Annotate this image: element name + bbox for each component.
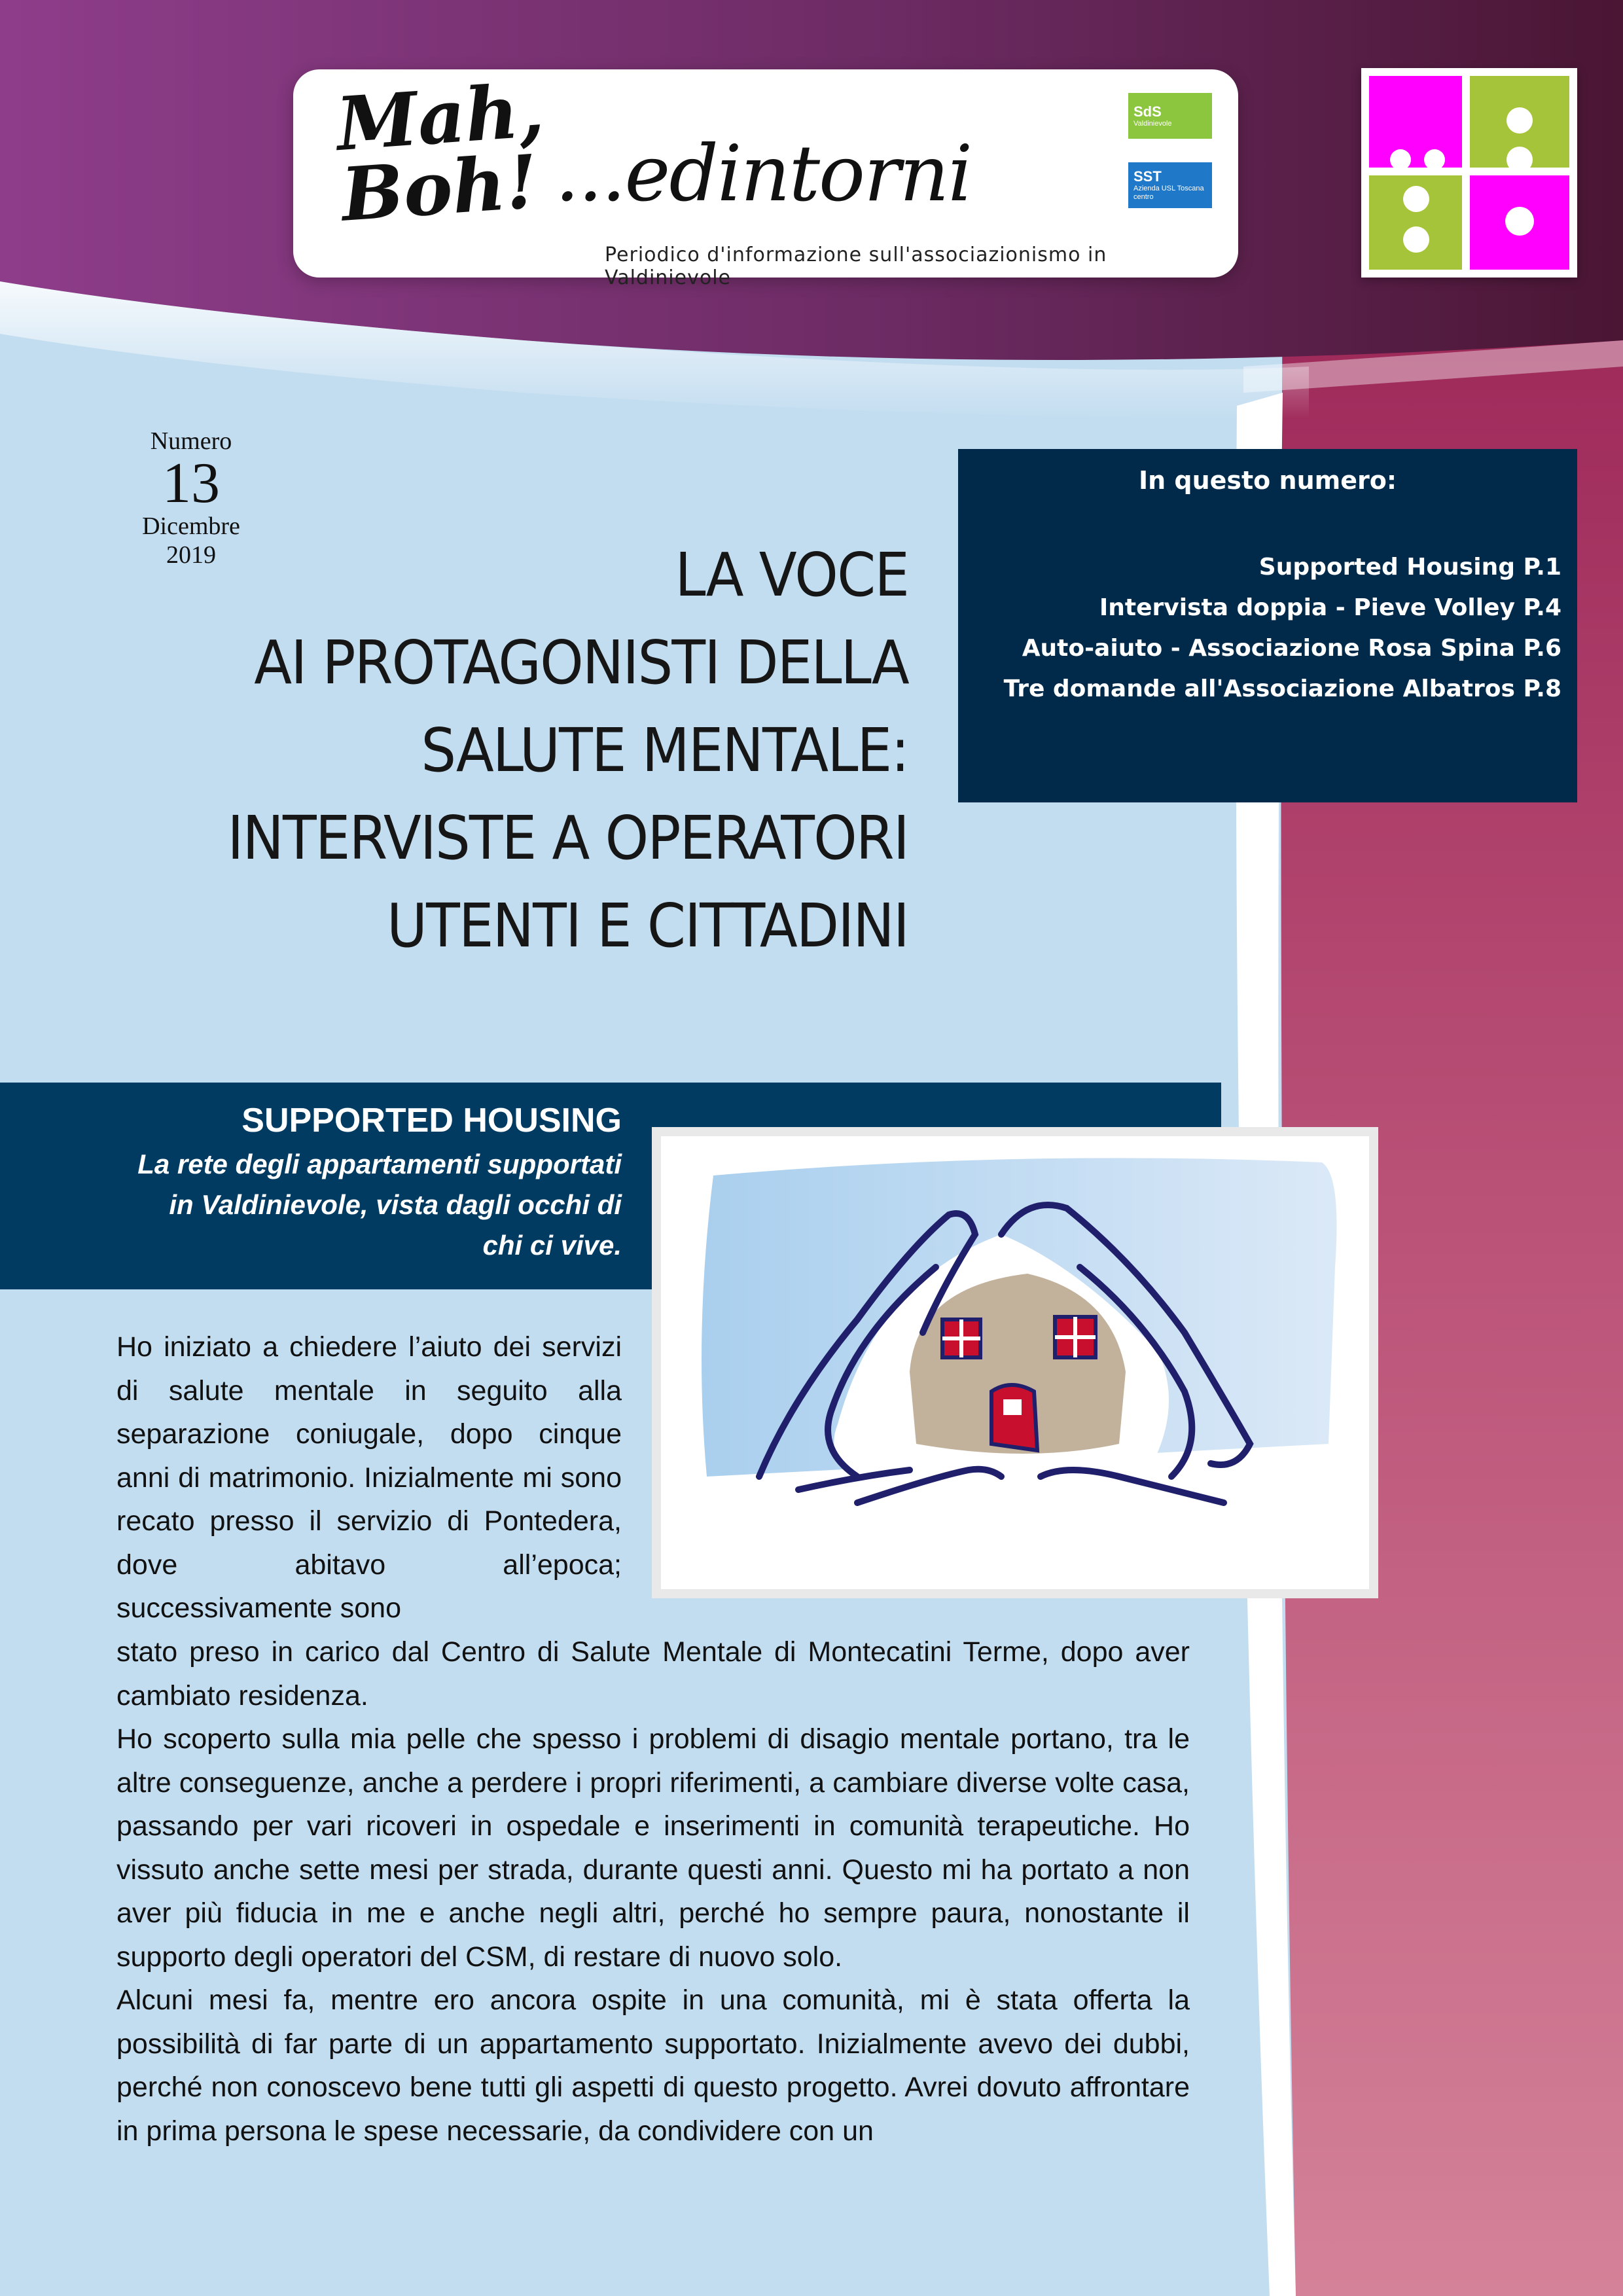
masthead-tagline: Periodico d'informazione sull'associazionismo in Valdinievole bbox=[605, 243, 1107, 289]
headline-line-4: INTERVISTE A OPERATORI bbox=[227, 803, 908, 873]
toc-item[interactable]: Supported Housing P.1 bbox=[1258, 554, 1561, 581]
headline-line-5: UTENTI E CITTADINI bbox=[386, 891, 908, 961]
article-paragraph: Ho scoperto sulla mia pelle che spesso i problemi di disagio mentale portano, tra le altre conseguenze, anche a perdere i propri riferimenti, a cambiare diverse volte casa, passando per vari ricoveri in ospedale e inserimenti in comunità terapeutiche. Ho vissuto anche sette mesi per strada, durante questi anni. Questo mi ha portato a non aver più fiducia in me e anche negli altri, perché ho sempre paura, nonostante il supporto degli operatori del CSM, di restare di nuovo solo. bbox=[116, 1723, 1190, 1973]
issue-label: Numero bbox=[150, 427, 232, 455]
issue-number: 13 bbox=[162, 452, 220, 515]
article-body-column bbox=[116, 1325, 622, 1630]
issue-year: 2019 bbox=[166, 541, 216, 569]
sds-logo-title: SdS bbox=[1133, 103, 1162, 120]
logo-line-2: Boh! bbox=[338, 139, 541, 238]
sds-logo-subtitle: Valdinievole bbox=[1133, 119, 1172, 128]
toc-item[interactable]: Tre domande all'Associazione Albatros P.8 bbox=[1003, 675, 1561, 702]
logo-line-1: Mah, bbox=[334, 67, 547, 168]
toc-item[interactable]: Auto-aiuto - Associazione Rosa Spina P.6 bbox=[1022, 635, 1561, 662]
usl-logo-subtitle: Azienda USL Toscana centro bbox=[1133, 185, 1204, 201]
toc-title: In questo numero: bbox=[1138, 466, 1397, 495]
emblem-logo bbox=[1361, 68, 1577, 278]
article-title: SUPPORTED HOUSING bbox=[241, 1102, 622, 1139]
article-subtitle: La rete degli appartamenti supportati in Valdinievole, vista dagli occhi di chi ci vive. bbox=[137, 1149, 622, 1261]
house-hands-illustration bbox=[652, 1127, 1378, 1598]
sds-logo bbox=[1128, 93, 1212, 139]
table-of-contents bbox=[958, 449, 1577, 802]
logo-edintorni: ...edintorni bbox=[555, 128, 972, 219]
issue-month: Dicembre bbox=[142, 512, 240, 540]
article-body-wide bbox=[116, 1630, 1190, 2153]
headline-line-3: SALUTE MENTALE: bbox=[421, 715, 908, 785]
logo-mah-boh bbox=[334, 67, 551, 238]
article-paragraph: Alcuni mesi fa, mentre ero ancora ospite in una comunità, mi è stata offerta la possibilità di far parte di un appartamento supportato. Inizialmente avevo dei dubbi, perché non conoscevo bene tutti gli aspetti di questo progetto. Avrei dovuto affrontare in prima persona le spese necessarie, da condividere con un bbox=[116, 1984, 1190, 2147]
house-hands-icon bbox=[661, 1136, 1369, 1589]
usl-logo bbox=[1128, 162, 1212, 208]
headline-line-2: AI PROTAGONISTI DELLA bbox=[254, 628, 909, 698]
headline-line-1: LA VOCE bbox=[675, 540, 908, 610]
toc-item[interactable]: Intervista doppia - Pieve Volley P.4 bbox=[1099, 594, 1561, 621]
usl-logo-title: SST bbox=[1133, 168, 1162, 185]
main-headline bbox=[126, 531, 908, 970]
article-paragraph: Ho iniziato a chiedere l’aiuto dei servizi di salute mentale in seguito alla separazione coniugale, dopo cinque anni di matrimonio. Inizialmente mi sono recato presso il servizio di Pontedera, dove abitavo all’epoca; successivamente sono bbox=[116, 1331, 622, 1624]
masthead bbox=[293, 67, 1238, 289]
emblem-icon bbox=[1361, 68, 1577, 278]
toc-list bbox=[1004, 547, 1561, 709]
article-paragraph: stato preso in carico dal Centro di Salute Mentale di Montecatini Terme, dopo aver cambiato residenza. bbox=[116, 1636, 1190, 1712]
